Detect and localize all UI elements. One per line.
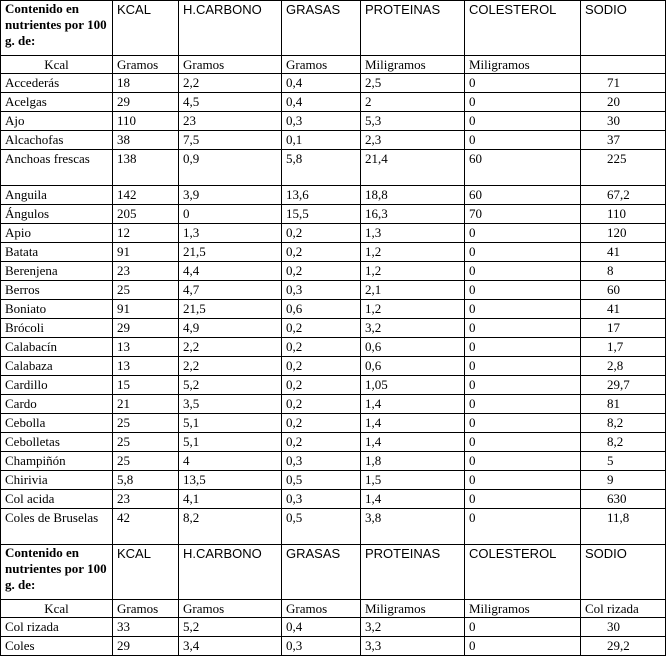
value-grasas: 0,2 [282,338,361,357]
value-grasas: 0,3 [282,637,361,656]
value-h-carbono: 5,2 [179,376,282,395]
value-proteinas: 3,3 [361,637,465,656]
value-sodio: 2,8 [581,357,666,376]
value-h-carbono: 1,3 [179,224,282,243]
value-sodio: 29,2 [581,637,666,656]
table-row [1,357,666,376]
value-h-carbono: 0,9 [179,150,282,186]
value-proteinas: 1,05 [361,376,465,395]
food-name-cell: Cebolla [1,414,113,433]
value-h-carbono: 2,2 [179,74,282,93]
header-first-cell: Contenido en nutrientes por 100 g. de: [1,1,113,56]
value-h-carbono: 3,5 [179,395,282,414]
value-colesterol: 0 [465,300,581,319]
unit-colesterol: Miligramos [465,600,581,618]
food-name-cell: Alcachofas [1,131,113,150]
value-grasas: 0,2 [282,376,361,395]
value-proteinas: 1,4 [361,490,465,509]
value-proteinas: 2,5 [361,74,465,93]
value-colesterol: 0 [465,509,581,545]
value-colesterol: 0 [465,319,581,338]
value-sodio: 30 [581,618,666,637]
value-sodio: 8 [581,262,666,281]
food-name-cell: Champiñón [1,452,113,471]
header-grasas: GRASAS [282,1,361,56]
value-grasas: 0,5 [282,509,361,545]
food-name-cell: Batata [1,243,113,262]
value-kcal: 138 [113,150,179,186]
table-row [1,186,666,205]
value-kcal: 25 [113,281,179,300]
header-h-carbono: H.CARBONO [179,1,282,56]
value-proteinas: 3,2 [361,319,465,338]
unit-colesterol: Miligramos [465,56,581,74]
food-name-cell: Chirivia [1,471,113,490]
value-grasas: 0,1 [282,131,361,150]
value-sodio: 5 [581,452,666,471]
value-kcal: 21 [113,395,179,414]
value-h-carbono: 2,2 [179,338,282,357]
table-row [1,281,666,300]
value-colesterol: 0 [465,262,581,281]
value-sodio: 37 [581,131,666,150]
table-row [1,376,666,395]
table-row [1,618,666,637]
table-row [1,150,666,186]
value-colesterol: 0 [465,338,581,357]
food-name-cell: Acelgas [1,93,113,112]
value-kcal: 38 [113,131,179,150]
value-proteinas: 21,4 [361,150,465,186]
value-sodio: 30 [581,112,666,131]
table-row [1,300,666,319]
food-name-cell: Berros [1,281,113,300]
value-grasas: 0,3 [282,452,361,471]
value-kcal: 29 [113,637,179,656]
value-sodio: 81 [581,395,666,414]
value-kcal: 15 [113,376,179,395]
value-proteinas: 1,2 [361,262,465,281]
value-proteinas: 1,4 [361,395,465,414]
value-sodio: 29,7 [581,376,666,395]
table-row [1,433,666,452]
value-grasas: 0,2 [282,224,361,243]
value-sodio: 1,7 [581,338,666,357]
value-h-carbono: 23 [179,112,282,131]
table-row [1,205,666,224]
header-proteinas: PROTEINAS [361,1,465,56]
value-h-carbono: 8,2 [179,509,282,545]
value-kcal: 29 [113,319,179,338]
unit-sodio: Col rizada [581,600,666,618]
table-row [1,262,666,281]
value-grasas: 0,4 [282,74,361,93]
table-row [1,319,666,338]
table-row [1,338,666,357]
value-kcal: 205 [113,205,179,224]
value-colesterol: 0 [465,93,581,112]
value-kcal: 142 [113,186,179,205]
table-row [1,243,666,262]
unit-sodio [581,56,666,74]
unit-kcal: Gramos [113,56,179,74]
value-grasas: 0,2 [282,262,361,281]
value-kcal: 33 [113,618,179,637]
unit-kcal: Gramos [113,600,179,618]
value-colesterol: 0 [465,433,581,452]
unit-proteinas: Miligramos [361,600,465,618]
food-name-cell: Coles [1,637,113,656]
value-sodio: 8,2 [581,414,666,433]
value-proteinas: 0,6 [361,338,465,357]
unit-proteinas: Miligramos [361,56,465,74]
value-sodio: 630 [581,490,666,509]
food-name-cell: Accederás [1,74,113,93]
value-sodio: 41 [581,300,666,319]
value-sodio: 120 [581,224,666,243]
value-colesterol: 0 [465,376,581,395]
value-h-carbono: 3,4 [179,637,282,656]
value-grasas: 15,5 [282,205,361,224]
value-h-carbono: 4,5 [179,93,282,112]
value-h-carbono: 0 [179,205,282,224]
value-kcal: 18 [113,74,179,93]
value-proteinas: 1,8 [361,452,465,471]
value-h-carbono: 4,9 [179,319,282,338]
value-colesterol: 0 [465,112,581,131]
value-grasas: 0,3 [282,112,361,131]
value-grasas: 0,5 [282,471,361,490]
value-h-carbono: 4,7 [179,281,282,300]
value-grasas: 0,2 [282,319,361,338]
header-h-carbono: H.CARBONO [179,545,282,600]
value-grasas: 0,2 [282,395,361,414]
header-row [1,1,666,56]
value-h-carbono: 21,5 [179,243,282,262]
header-sodio: SODIO [581,545,666,600]
table-row [1,112,666,131]
value-proteinas: 1,2 [361,300,465,319]
food-name-cell: Apio [1,224,113,243]
value-sodio: 225 [581,150,666,186]
table-row [1,131,666,150]
value-sodio: 9 [581,471,666,490]
value-sodio: 11,8 [581,509,666,545]
food-name-cell: Cardo [1,395,113,414]
value-proteinas: 2,3 [361,131,465,150]
value-sodio: 71 [581,74,666,93]
value-proteinas: 0,6 [361,357,465,376]
food-name-cell: Cardillo [1,376,113,395]
food-name-cell: Cebolletas [1,433,113,452]
value-colesterol: 0 [465,452,581,471]
units-first-cell: Kcal [1,56,113,74]
value-sodio: 17 [581,319,666,338]
table-row [1,414,666,433]
value-proteinas: 1,3 [361,224,465,243]
value-kcal: 23 [113,262,179,281]
value-kcal: 25 [113,452,179,471]
value-proteinas: 1,5 [361,471,465,490]
food-name-cell: Col acida [1,490,113,509]
value-kcal: 29 [113,93,179,112]
food-name-cell: Boniato [1,300,113,319]
food-name-cell: Brócoli [1,319,113,338]
value-colesterol: 0 [465,490,581,509]
value-sodio: 20 [581,93,666,112]
food-name-cell: Ajo [1,112,113,131]
value-sodio: 60 [581,281,666,300]
value-kcal: 25 [113,433,179,452]
value-grasas: 0,2 [282,433,361,452]
table-row [1,637,666,656]
value-colesterol: 0 [465,131,581,150]
unit-h-carbono: Gramos [179,600,282,618]
value-colesterol: 60 [465,150,581,186]
header-grasas: GRASAS [282,545,361,600]
value-h-carbono: 5,1 [179,433,282,452]
value-proteinas: 2,1 [361,281,465,300]
table-row [1,224,666,243]
value-grasas: 0,4 [282,93,361,112]
value-kcal: 25 [113,414,179,433]
value-h-carbono: 5,2 [179,618,282,637]
value-colesterol: 70 [465,205,581,224]
food-name-cell: Anguila [1,186,113,205]
value-h-carbono: 4,1 [179,490,282,509]
value-kcal: 5,8 [113,471,179,490]
value-grasas: 0,4 [282,618,361,637]
value-kcal: 12 [113,224,179,243]
value-sodio: 110 [581,205,666,224]
value-colesterol: 0 [465,637,581,656]
value-colesterol: 0 [465,357,581,376]
unit-grasas: Gramos [282,600,361,618]
value-grasas: 0,2 [282,414,361,433]
food-name-cell: Calabacín [1,338,113,357]
header-colesterol: COLESTEROL [465,1,581,56]
value-proteinas: 1,2 [361,243,465,262]
header-sodio: SODIO [581,1,666,56]
value-h-carbono: 5,1 [179,414,282,433]
value-proteinas: 1,4 [361,414,465,433]
value-grasas: 5,8 [282,150,361,186]
value-sodio: 41 [581,243,666,262]
value-sodio: 8,2 [581,433,666,452]
value-proteinas: 5,3 [361,112,465,131]
value-h-carbono: 4 [179,452,282,471]
food-name-cell: Berenjena [1,262,113,281]
value-proteinas: 3,2 [361,618,465,637]
value-kcal: 42 [113,509,179,545]
food-name-cell: Col rizada [1,618,113,637]
value-colesterol: 0 [465,74,581,93]
food-name-cell: Calabaza [1,357,113,376]
table-row [1,490,666,509]
value-colesterol: 0 [465,395,581,414]
value-colesterol: 0 [465,281,581,300]
table-row [1,395,666,414]
value-colesterol: 0 [465,224,581,243]
value-grasas: 0,3 [282,281,361,300]
value-colesterol: 0 [465,414,581,433]
value-h-carbono: 2,2 [179,357,282,376]
value-proteinas: 2 [361,93,465,112]
header-kcal: KCAL [113,545,179,600]
value-kcal: 110 [113,112,179,131]
value-grasas: 13,6 [282,186,361,205]
value-grasas: 0,2 [282,243,361,262]
header-proteinas: PROTEINAS [361,545,465,600]
table-row [1,93,666,112]
value-grasas: 0,3 [282,490,361,509]
value-kcal: 23 [113,490,179,509]
value-h-carbono: 4,4 [179,262,282,281]
value-colesterol: 60 [465,186,581,205]
table-row [1,509,666,545]
value-proteinas: 18,8 [361,186,465,205]
food-name-cell: Coles de Bruselas [1,509,113,545]
value-h-carbono: 7,5 [179,131,282,150]
value-colesterol: 0 [465,618,581,637]
header-first-cell: Contenido en nutrientes por 100 g. de: [1,545,113,600]
food-name-cell: Anchoas frescas [1,150,113,186]
units-first-cell: Kcal [1,600,113,618]
unit-grasas: Gramos [282,56,361,74]
value-colesterol: 0 [465,471,581,490]
unit-h-carbono: Gramos [179,56,282,74]
value-grasas: 0,2 [282,357,361,376]
value-proteinas: 16,3 [361,205,465,224]
value-h-carbono: 3,9 [179,186,282,205]
value-kcal: 13 [113,338,179,357]
value-kcal: 91 [113,300,179,319]
units-row [1,600,666,618]
units-row [1,56,666,74]
value-sodio: 67,2 [581,186,666,205]
value-h-carbono: 13,5 [179,471,282,490]
table-row [1,452,666,471]
value-kcal: 13 [113,357,179,376]
value-grasas: 0,6 [282,300,361,319]
table-row [1,74,666,93]
header-colesterol: COLESTEROL [465,545,581,600]
header-row [1,545,666,600]
header-kcal: KCAL [113,1,179,56]
value-proteinas: 3,8 [361,509,465,545]
food-name-cell: Ángulos [1,205,113,224]
value-proteinas: 1,4 [361,433,465,452]
table-row [1,471,666,490]
value-colesterol: 0 [465,243,581,262]
value-kcal: 91 [113,243,179,262]
value-h-carbono: 21,5 [179,300,282,319]
